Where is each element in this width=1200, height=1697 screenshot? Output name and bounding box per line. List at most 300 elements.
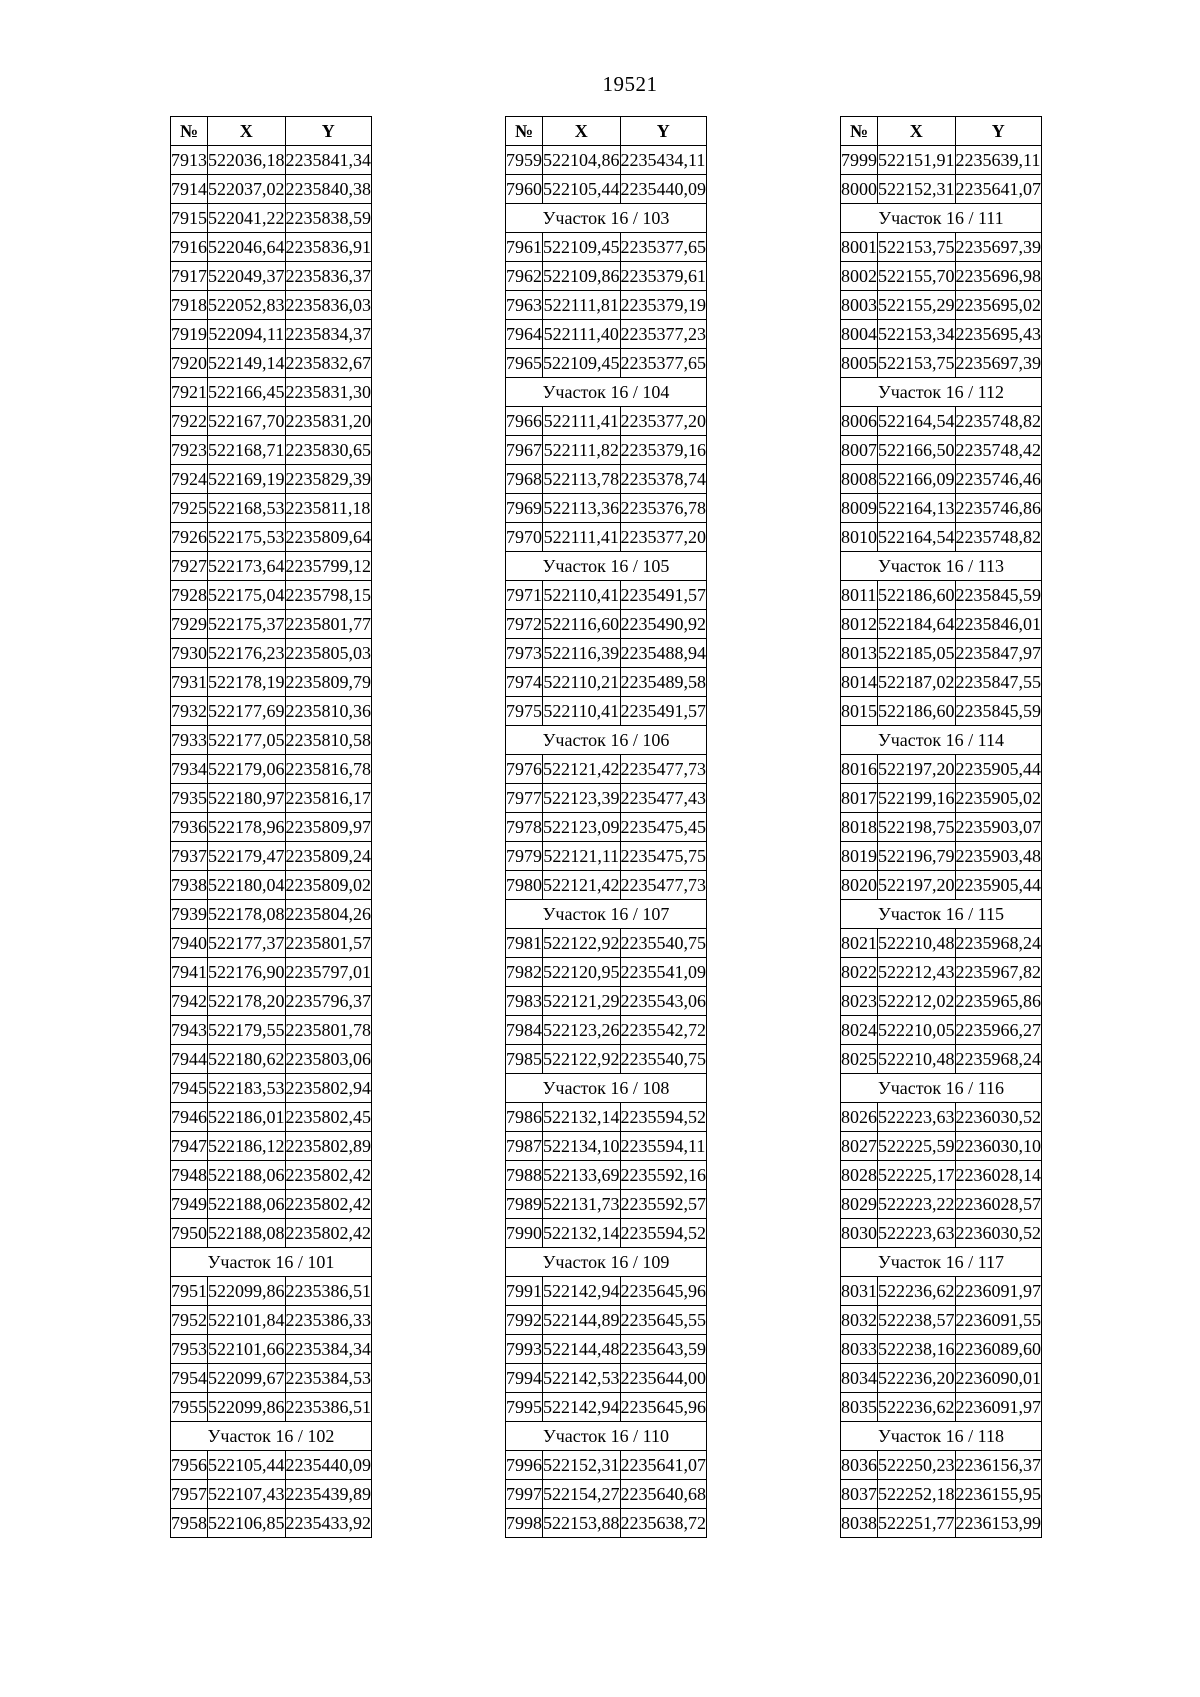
header-x: X	[543, 117, 621, 146]
point-number: 7945	[171, 1074, 208, 1103]
point-row	[841, 987, 1042, 1016]
point-row	[506, 1219, 707, 1248]
x-coordinate: 522133,69	[543, 1161, 621, 1190]
point-number: 7993	[506, 1335, 543, 1364]
y-coordinate: 2236030,52	[955, 1103, 1042, 1132]
x-coordinate: 522223,22	[878, 1190, 956, 1219]
point-number: 7934	[171, 755, 208, 784]
x-coordinate: 522131,73	[543, 1190, 621, 1219]
point-number: 7997	[506, 1480, 543, 1509]
point-row	[506, 1480, 707, 1509]
point-row	[841, 1306, 1042, 1335]
x-coordinate: 522187,02	[878, 668, 956, 697]
point-row	[841, 1016, 1042, 1045]
point-row	[171, 465, 372, 494]
point-number: 8016	[841, 755, 878, 784]
x-coordinate: 522152,31	[543, 1451, 621, 1480]
point-number: 8031	[841, 1277, 878, 1306]
x-coordinate: 522142,94	[543, 1393, 621, 1422]
point-number: 7940	[171, 929, 208, 958]
point-row	[841, 1509, 1042, 1538]
section-title: Участок 16 / 106	[506, 726, 707, 755]
point-number: 8020	[841, 871, 878, 900]
x-coordinate: 522049,37	[208, 262, 286, 291]
x-coordinate: 522111,82	[543, 436, 621, 465]
point-row	[841, 1161, 1042, 1190]
point-row	[841, 1190, 1042, 1219]
point-row	[171, 1219, 372, 1248]
y-coordinate: 2235801,78	[285, 1016, 372, 1045]
x-coordinate: 522109,86	[543, 262, 621, 291]
header-num: №	[506, 117, 543, 146]
point-row	[506, 1335, 707, 1364]
section-row	[841, 726, 1042, 755]
point-number: 7987	[506, 1132, 543, 1161]
y-coordinate: 2235748,82	[955, 523, 1042, 552]
y-coordinate: 2235801,57	[285, 929, 372, 958]
point-row	[506, 1132, 707, 1161]
x-coordinate: 522180,97	[208, 784, 286, 813]
x-coordinate: 522105,44	[543, 175, 621, 204]
x-coordinate: 522132,14	[543, 1219, 621, 1248]
x-coordinate: 522188,06	[208, 1161, 286, 1190]
y-coordinate: 2235640,68	[620, 1480, 707, 1509]
y-coordinate: 2235490,92	[620, 610, 707, 639]
y-coordinate: 2235841,34	[285, 146, 372, 175]
point-row	[506, 610, 707, 639]
x-coordinate: 522178,19	[208, 668, 286, 697]
header-row	[506, 117, 707, 146]
point-number: 7965	[506, 349, 543, 378]
section-row	[841, 378, 1042, 407]
point-row	[506, 697, 707, 726]
y-coordinate: 2235697,39	[955, 349, 1042, 378]
x-coordinate: 522168,53	[208, 494, 286, 523]
point-number: 7980	[506, 871, 543, 900]
point-number: 7979	[506, 842, 543, 871]
y-coordinate: 2235831,20	[285, 407, 372, 436]
y-coordinate: 2235809,24	[285, 842, 372, 871]
point-number: 7946	[171, 1103, 208, 1132]
point-row	[841, 668, 1042, 697]
y-coordinate: 2235830,65	[285, 436, 372, 465]
x-coordinate: 522153,75	[878, 349, 956, 378]
y-coordinate: 2235809,79	[285, 668, 372, 697]
x-coordinate: 522121,42	[543, 755, 621, 784]
y-coordinate: 2235796,37	[285, 987, 372, 1016]
point-number: 8005	[841, 349, 878, 378]
x-coordinate: 522186,01	[208, 1103, 286, 1132]
point-row	[506, 407, 707, 436]
y-coordinate: 2235377,65	[620, 233, 707, 262]
point-number: 7937	[171, 842, 208, 871]
y-coordinate: 2235594,52	[620, 1219, 707, 1248]
point-number: 7977	[506, 784, 543, 813]
y-coordinate: 2235491,57	[620, 581, 707, 610]
point-number: 7915	[171, 204, 208, 233]
y-coordinate: 2236030,10	[955, 1132, 1042, 1161]
y-coordinate: 2235644,00	[620, 1364, 707, 1393]
point-number: 8014	[841, 668, 878, 697]
point-row	[171, 291, 372, 320]
point-number: 7932	[171, 697, 208, 726]
y-coordinate: 2235816,78	[285, 755, 372, 784]
y-coordinate: 2235967,82	[955, 958, 1042, 987]
point-number: 7918	[171, 291, 208, 320]
point-row	[506, 523, 707, 552]
point-row	[841, 813, 1042, 842]
x-coordinate: 522154,27	[543, 1480, 621, 1509]
point-number: 7922	[171, 407, 208, 436]
section-row	[506, 1074, 707, 1103]
point-number: 7917	[171, 262, 208, 291]
point-row	[171, 581, 372, 610]
point-row	[171, 1306, 372, 1335]
point-row	[506, 929, 707, 958]
point-number: 7985	[506, 1045, 543, 1074]
y-coordinate: 2235475,45	[620, 813, 707, 842]
y-coordinate: 2235847,55	[955, 668, 1042, 697]
x-coordinate: 522166,45	[208, 378, 286, 407]
point-number: 7981	[506, 929, 543, 958]
y-coordinate: 2235639,11	[955, 146, 1042, 175]
point-number: 7933	[171, 726, 208, 755]
x-coordinate: 522111,41	[543, 523, 621, 552]
point-number: 7938	[171, 871, 208, 900]
x-coordinate: 522155,29	[878, 291, 956, 320]
point-row	[841, 349, 1042, 378]
y-coordinate: 2235797,01	[285, 958, 372, 987]
point-number: 7957	[171, 1480, 208, 1509]
point-number: 7988	[506, 1161, 543, 1190]
coordinate-table-middle	[505, 116, 707, 1538]
y-coordinate: 2235832,67	[285, 349, 372, 378]
y-coordinate: 2235811,18	[285, 494, 372, 523]
point-row	[506, 1451, 707, 1480]
point-number: 8003	[841, 291, 878, 320]
x-coordinate: 522111,40	[543, 320, 621, 349]
y-coordinate: 2235802,45	[285, 1103, 372, 1132]
point-row	[171, 175, 372, 204]
point-number: 8000	[841, 175, 878, 204]
y-coordinate: 2235434,11	[620, 146, 707, 175]
section-title: Участок 16 / 113	[841, 552, 1042, 581]
point-row	[171, 1451, 372, 1480]
point-row	[171, 552, 372, 581]
y-coordinate: 2235968,24	[955, 929, 1042, 958]
point-number: 8019	[841, 842, 878, 871]
x-coordinate: 522099,67	[208, 1364, 286, 1393]
point-row	[506, 813, 707, 842]
y-coordinate: 2235903,48	[955, 842, 1042, 871]
x-coordinate: 522121,29	[543, 987, 621, 1016]
x-coordinate: 522110,21	[543, 668, 621, 697]
x-coordinate: 522210,05	[878, 1016, 956, 1045]
point-number: 7955	[171, 1393, 208, 1422]
x-coordinate: 522177,37	[208, 929, 286, 958]
y-coordinate: 2235836,37	[285, 262, 372, 291]
section-title: Участок 16 / 116	[841, 1074, 1042, 1103]
section-row	[841, 552, 1042, 581]
y-coordinate: 2235384,53	[285, 1364, 372, 1393]
point-number: 7956	[171, 1451, 208, 1480]
y-coordinate: 2235801,77	[285, 610, 372, 639]
y-coordinate: 2235439,89	[285, 1480, 372, 1509]
point-row	[841, 639, 1042, 668]
point-number: 7966	[506, 407, 543, 436]
y-coordinate: 2235905,44	[955, 871, 1042, 900]
x-coordinate: 522142,94	[543, 1277, 621, 1306]
y-coordinate: 2235477,43	[620, 784, 707, 813]
y-coordinate: 2235645,55	[620, 1306, 707, 1335]
point-number: 8010	[841, 523, 878, 552]
point-row	[506, 1190, 707, 1219]
x-coordinate: 522144,89	[543, 1306, 621, 1335]
point-number: 7964	[506, 320, 543, 349]
y-coordinate: 2235809,64	[285, 523, 372, 552]
point-number: 7986	[506, 1103, 543, 1132]
point-number: 7929	[171, 610, 208, 639]
point-row	[506, 784, 707, 813]
header-y: Y	[620, 117, 707, 146]
point-number: 7952	[171, 1306, 208, 1335]
y-coordinate: 2235816,17	[285, 784, 372, 813]
point-number: 7994	[506, 1364, 543, 1393]
point-number: 7969	[506, 494, 543, 523]
x-coordinate: 522169,19	[208, 465, 286, 494]
point-row	[171, 726, 372, 755]
header-num: №	[841, 117, 878, 146]
y-coordinate: 2235641,07	[955, 175, 1042, 204]
y-coordinate: 2235748,42	[955, 436, 1042, 465]
y-coordinate: 2235810,36	[285, 697, 372, 726]
section-row	[506, 1248, 707, 1277]
section-title: Участок 16 / 108	[506, 1074, 707, 1103]
y-coordinate: 2235477,73	[620, 871, 707, 900]
y-coordinate: 2235802,42	[285, 1161, 372, 1190]
y-coordinate: 2235695,43	[955, 320, 1042, 349]
y-coordinate: 2236153,99	[955, 1509, 1042, 1538]
point-row	[506, 668, 707, 697]
y-coordinate: 2236028,57	[955, 1190, 1042, 1219]
x-coordinate: 522153,88	[543, 1509, 621, 1538]
point-number: 7944	[171, 1045, 208, 1074]
point-row	[171, 1132, 372, 1161]
point-number: 8011	[841, 581, 878, 610]
x-coordinate: 522188,06	[208, 1190, 286, 1219]
x-coordinate: 522111,81	[543, 291, 621, 320]
x-coordinate: 522178,96	[208, 813, 286, 842]
x-coordinate: 522236,20	[878, 1364, 956, 1393]
x-coordinate: 522164,13	[878, 494, 956, 523]
y-coordinate: 2235697,39	[955, 233, 1042, 262]
x-coordinate: 522236,62	[878, 1277, 956, 1306]
y-coordinate: 2235440,09	[620, 175, 707, 204]
point-number: 8036	[841, 1451, 878, 1480]
point-row	[171, 523, 372, 552]
y-coordinate: 2235491,57	[620, 697, 707, 726]
y-coordinate: 2235802,94	[285, 1074, 372, 1103]
section-title: Участок 16 / 107	[506, 900, 707, 929]
point-row	[506, 1393, 707, 1422]
x-coordinate: 522123,09	[543, 813, 621, 842]
x-coordinate: 522101,66	[208, 1335, 286, 1364]
y-coordinate: 2235838,59	[285, 204, 372, 233]
point-row	[506, 639, 707, 668]
x-coordinate: 522164,54	[878, 523, 956, 552]
point-number: 7920	[171, 349, 208, 378]
point-row	[841, 1219, 1042, 1248]
y-coordinate: 2235477,73	[620, 755, 707, 784]
x-coordinate: 522197,20	[878, 871, 956, 900]
point-row	[841, 233, 1042, 262]
x-coordinate: 522110,41	[543, 581, 621, 610]
point-number: 7948	[171, 1161, 208, 1190]
x-coordinate: 522210,48	[878, 1045, 956, 1074]
y-coordinate: 2235803,06	[285, 1045, 372, 1074]
point-row	[841, 1103, 1042, 1132]
y-coordinate: 2235440,09	[285, 1451, 372, 1480]
point-number: 8018	[841, 813, 878, 842]
y-coordinate: 2235386,33	[285, 1306, 372, 1335]
point-row	[506, 291, 707, 320]
y-coordinate: 2236089,60	[955, 1335, 1042, 1364]
point-row	[506, 1103, 707, 1132]
y-coordinate: 2236091,97	[955, 1277, 1042, 1306]
x-coordinate: 522116,39	[543, 639, 621, 668]
point-number: 7976	[506, 755, 543, 784]
point-number: 7921	[171, 378, 208, 407]
y-coordinate: 2235836,91	[285, 233, 372, 262]
x-coordinate: 522197,20	[878, 755, 956, 784]
point-row	[171, 697, 372, 726]
y-coordinate: 2235377,20	[620, 407, 707, 436]
x-coordinate: 522036,18	[208, 146, 286, 175]
x-coordinate: 522252,18	[878, 1480, 956, 1509]
section-row	[506, 900, 707, 929]
point-number: 7939	[171, 900, 208, 929]
section-row	[841, 1422, 1042, 1451]
point-row	[171, 378, 372, 407]
x-coordinate: 522132,14	[543, 1103, 621, 1132]
section-title: Участок 16 / 109	[506, 1248, 707, 1277]
y-coordinate: 2235845,59	[955, 697, 1042, 726]
x-coordinate: 522180,62	[208, 1045, 286, 1074]
point-number: 8035	[841, 1393, 878, 1422]
header-num: №	[171, 117, 208, 146]
point-number: 7916	[171, 233, 208, 262]
point-number: 7984	[506, 1016, 543, 1045]
x-coordinate: 522186,60	[878, 697, 956, 726]
point-number: 7968	[506, 465, 543, 494]
x-coordinate: 522175,37	[208, 610, 286, 639]
point-row	[171, 146, 372, 175]
point-number: 7953	[171, 1335, 208, 1364]
section-title: Участок 16 / 115	[841, 900, 1042, 929]
x-coordinate: 522236,62	[878, 1393, 956, 1422]
point-row	[171, 494, 372, 523]
point-number: 7959	[506, 146, 543, 175]
point-number: 8038	[841, 1509, 878, 1538]
y-coordinate: 2235834,37	[285, 320, 372, 349]
point-row	[841, 1045, 1042, 1074]
point-row	[171, 1016, 372, 1045]
x-coordinate: 522212,43	[878, 958, 956, 987]
section-title: Участок 16 / 117	[841, 1248, 1042, 1277]
y-coordinate: 2235968,24	[955, 1045, 1042, 1074]
point-row	[841, 958, 1042, 987]
x-coordinate: 522052,83	[208, 291, 286, 320]
x-coordinate: 522179,06	[208, 755, 286, 784]
page-number: 19521	[602, 72, 658, 96]
y-coordinate: 2235645,96	[620, 1277, 707, 1306]
y-coordinate: 2235965,86	[955, 987, 1042, 1016]
point-number: 7927	[171, 552, 208, 581]
y-coordinate: 2235802,89	[285, 1132, 372, 1161]
point-number: 8032	[841, 1306, 878, 1335]
point-row	[841, 291, 1042, 320]
x-coordinate: 522149,14	[208, 349, 286, 378]
point-row	[171, 668, 372, 697]
point-row	[506, 1306, 707, 1335]
point-row	[841, 1480, 1042, 1509]
point-row	[841, 1277, 1042, 1306]
point-number: 8013	[841, 639, 878, 668]
point-row	[171, 349, 372, 378]
point-number: 8015	[841, 697, 878, 726]
point-row	[506, 233, 707, 262]
point-number: 7925	[171, 494, 208, 523]
point-number: 7942	[171, 987, 208, 1016]
point-row	[171, 755, 372, 784]
point-number: 7963	[506, 291, 543, 320]
point-row	[506, 262, 707, 291]
y-coordinate: 2235386,51	[285, 1393, 372, 1422]
point-number: 8017	[841, 784, 878, 813]
y-coordinate: 2235541,09	[620, 958, 707, 987]
x-coordinate: 522225,59	[878, 1132, 956, 1161]
point-row	[506, 1161, 707, 1190]
x-coordinate: 522250,23	[878, 1451, 956, 1480]
x-coordinate: 522188,08	[208, 1219, 286, 1248]
section-title: Участок 16 / 104	[506, 378, 707, 407]
point-row	[841, 581, 1042, 610]
x-coordinate: 522113,36	[543, 494, 621, 523]
y-coordinate: 2235696,98	[955, 262, 1042, 291]
point-row	[506, 1045, 707, 1074]
point-number: 7931	[171, 668, 208, 697]
y-coordinate: 2235433,92	[285, 1509, 372, 1538]
y-coordinate: 2236156,37	[955, 1451, 1042, 1480]
point-row	[171, 610, 372, 639]
y-coordinate: 2235805,03	[285, 639, 372, 668]
point-row	[841, 146, 1042, 175]
x-coordinate: 522094,11	[208, 320, 286, 349]
point-row	[171, 784, 372, 813]
point-number: 7914	[171, 175, 208, 204]
point-number: 7930	[171, 639, 208, 668]
y-coordinate: 2235379,19	[620, 291, 707, 320]
point-row	[506, 175, 707, 204]
point-row	[506, 436, 707, 465]
point-row	[841, 1393, 1042, 1422]
section-row	[171, 1422, 372, 1451]
x-coordinate: 522164,54	[878, 407, 956, 436]
header-x: X	[878, 117, 956, 146]
point-number: 8023	[841, 987, 878, 1016]
point-number: 7919	[171, 320, 208, 349]
x-coordinate: 522251,77	[878, 1509, 956, 1538]
